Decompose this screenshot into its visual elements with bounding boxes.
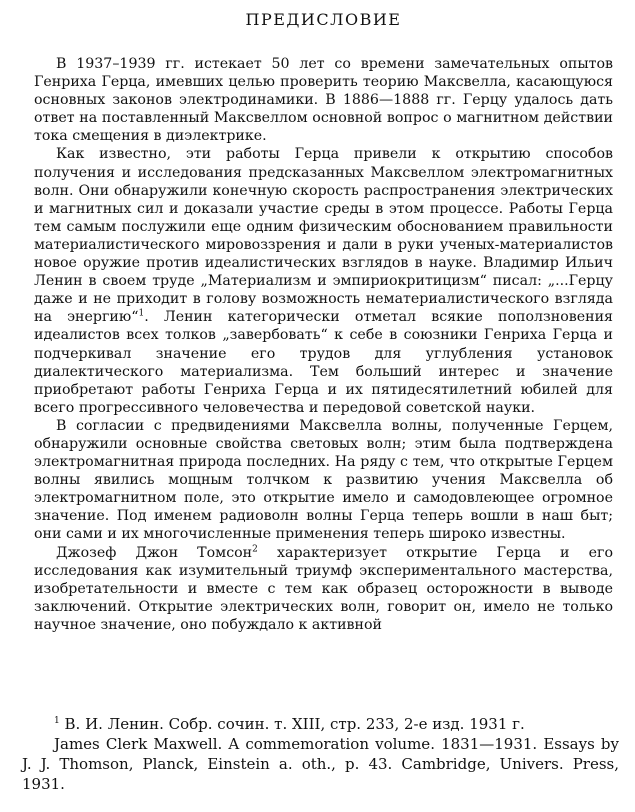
paragraph-3: В согласии с предвидениями Максвелла волны, полученные Герцем, обнаружили основные свойства световых волн; этим была подтверждена электромагнитная природа последних. На ряду с тем, что открытые Герцем волны явились мощным толчком к развитию учения Максвелла об электромагнитном поле, это открытие имело и самодовлеющее огромное значение. Под именем радиоволн волны Герца теперь вошли в наш быт; они сами и их многочисленные применения теперь широко известны. xyxy=(34,417,613,543)
paragraph-4 xyxy=(34,544,613,634)
footnote-1-text: В. И. Ленин. Собр. сочин. т. XIII, стр. 233, 2-е изд. 1931 г. xyxy=(64,715,525,733)
page-title: ПРЕДИСЛОВИЕ xyxy=(245,10,402,29)
paragraph-2-continuation: . Ленин категорически отметал всякие поползновения идеалистов всех толков „завербовать“ к себе в союзники Генриха Герца и подчеркивал значение его трудов для углубления установок диалектического материализма. Тем больший интерес и значение приобретают работы Генриха Герца и их пятидесятилетний юбилей для всего прогрессивного человечества и передовой советской науки. xyxy=(34,309,613,416)
paragraph-4-text: Джозеф Джон Томсон xyxy=(56,544,253,561)
footnotes xyxy=(22,714,619,794)
paragraph-2-text: Как известно, эти работы Герца привели к открытию способов получения и исследования предсказанных Максвеллом электромагнитных волн. Они обнаружили конечную скорость распространения электрических и магнитных сил и доказали участие среды в этом процессе. Работы Герца тем самым послужили еще одним физическим обоснованием правильности материалистического мировоззрения и дали в руки ученых-материалистов новое оружие против идеалистических взглядов в науке. Владимир Ильич Ленин в своем труде „Материализм и эмпириокритицизм“ писал: „...Герцу даже и не приходит в голову возможность нематериалистического взгляда на энергию“ xyxy=(34,146,613,326)
paragraph-1: В 1937–1939 гг. истекает 50 лет со времени замечательных опытов Генриха Герца, имевших целью проверить теорию Максвелла, касающуюся основных законов электродинамики. В 1886—1888 гг. Герцу удалось дать ответ на поставленный Максвеллом основной вопрос о магнитном действии тока смещения в диэлектрике. xyxy=(34,56,613,145)
footnote-mark-1: 1 xyxy=(54,716,60,726)
footnote-2-text: James Clerk Maxwell. A commemoration volume. 1831—1931. Essays by J. J. Thomson, Planck, Einstein a. oth., p. 43. Cambridge, Univers. Press, 1931. xyxy=(22,735,619,793)
footnote-1 xyxy=(22,714,619,734)
paragraph-2 xyxy=(34,145,613,416)
footnote-ref-1: 1 xyxy=(138,308,145,319)
footnote-2 xyxy=(22,734,619,794)
footnote-ref-2: 2 xyxy=(252,543,258,554)
paragraph-4-continuation: характеризует открытие Герца и его исследования как изумительный триумф экспериментального мастерства, изобретательности и вместе с тем как образец осторожности в выводе заключений. Открытие электрических волн, говорит он, имело не только научное значение, оно побуждало к активной xyxy=(34,544,613,633)
